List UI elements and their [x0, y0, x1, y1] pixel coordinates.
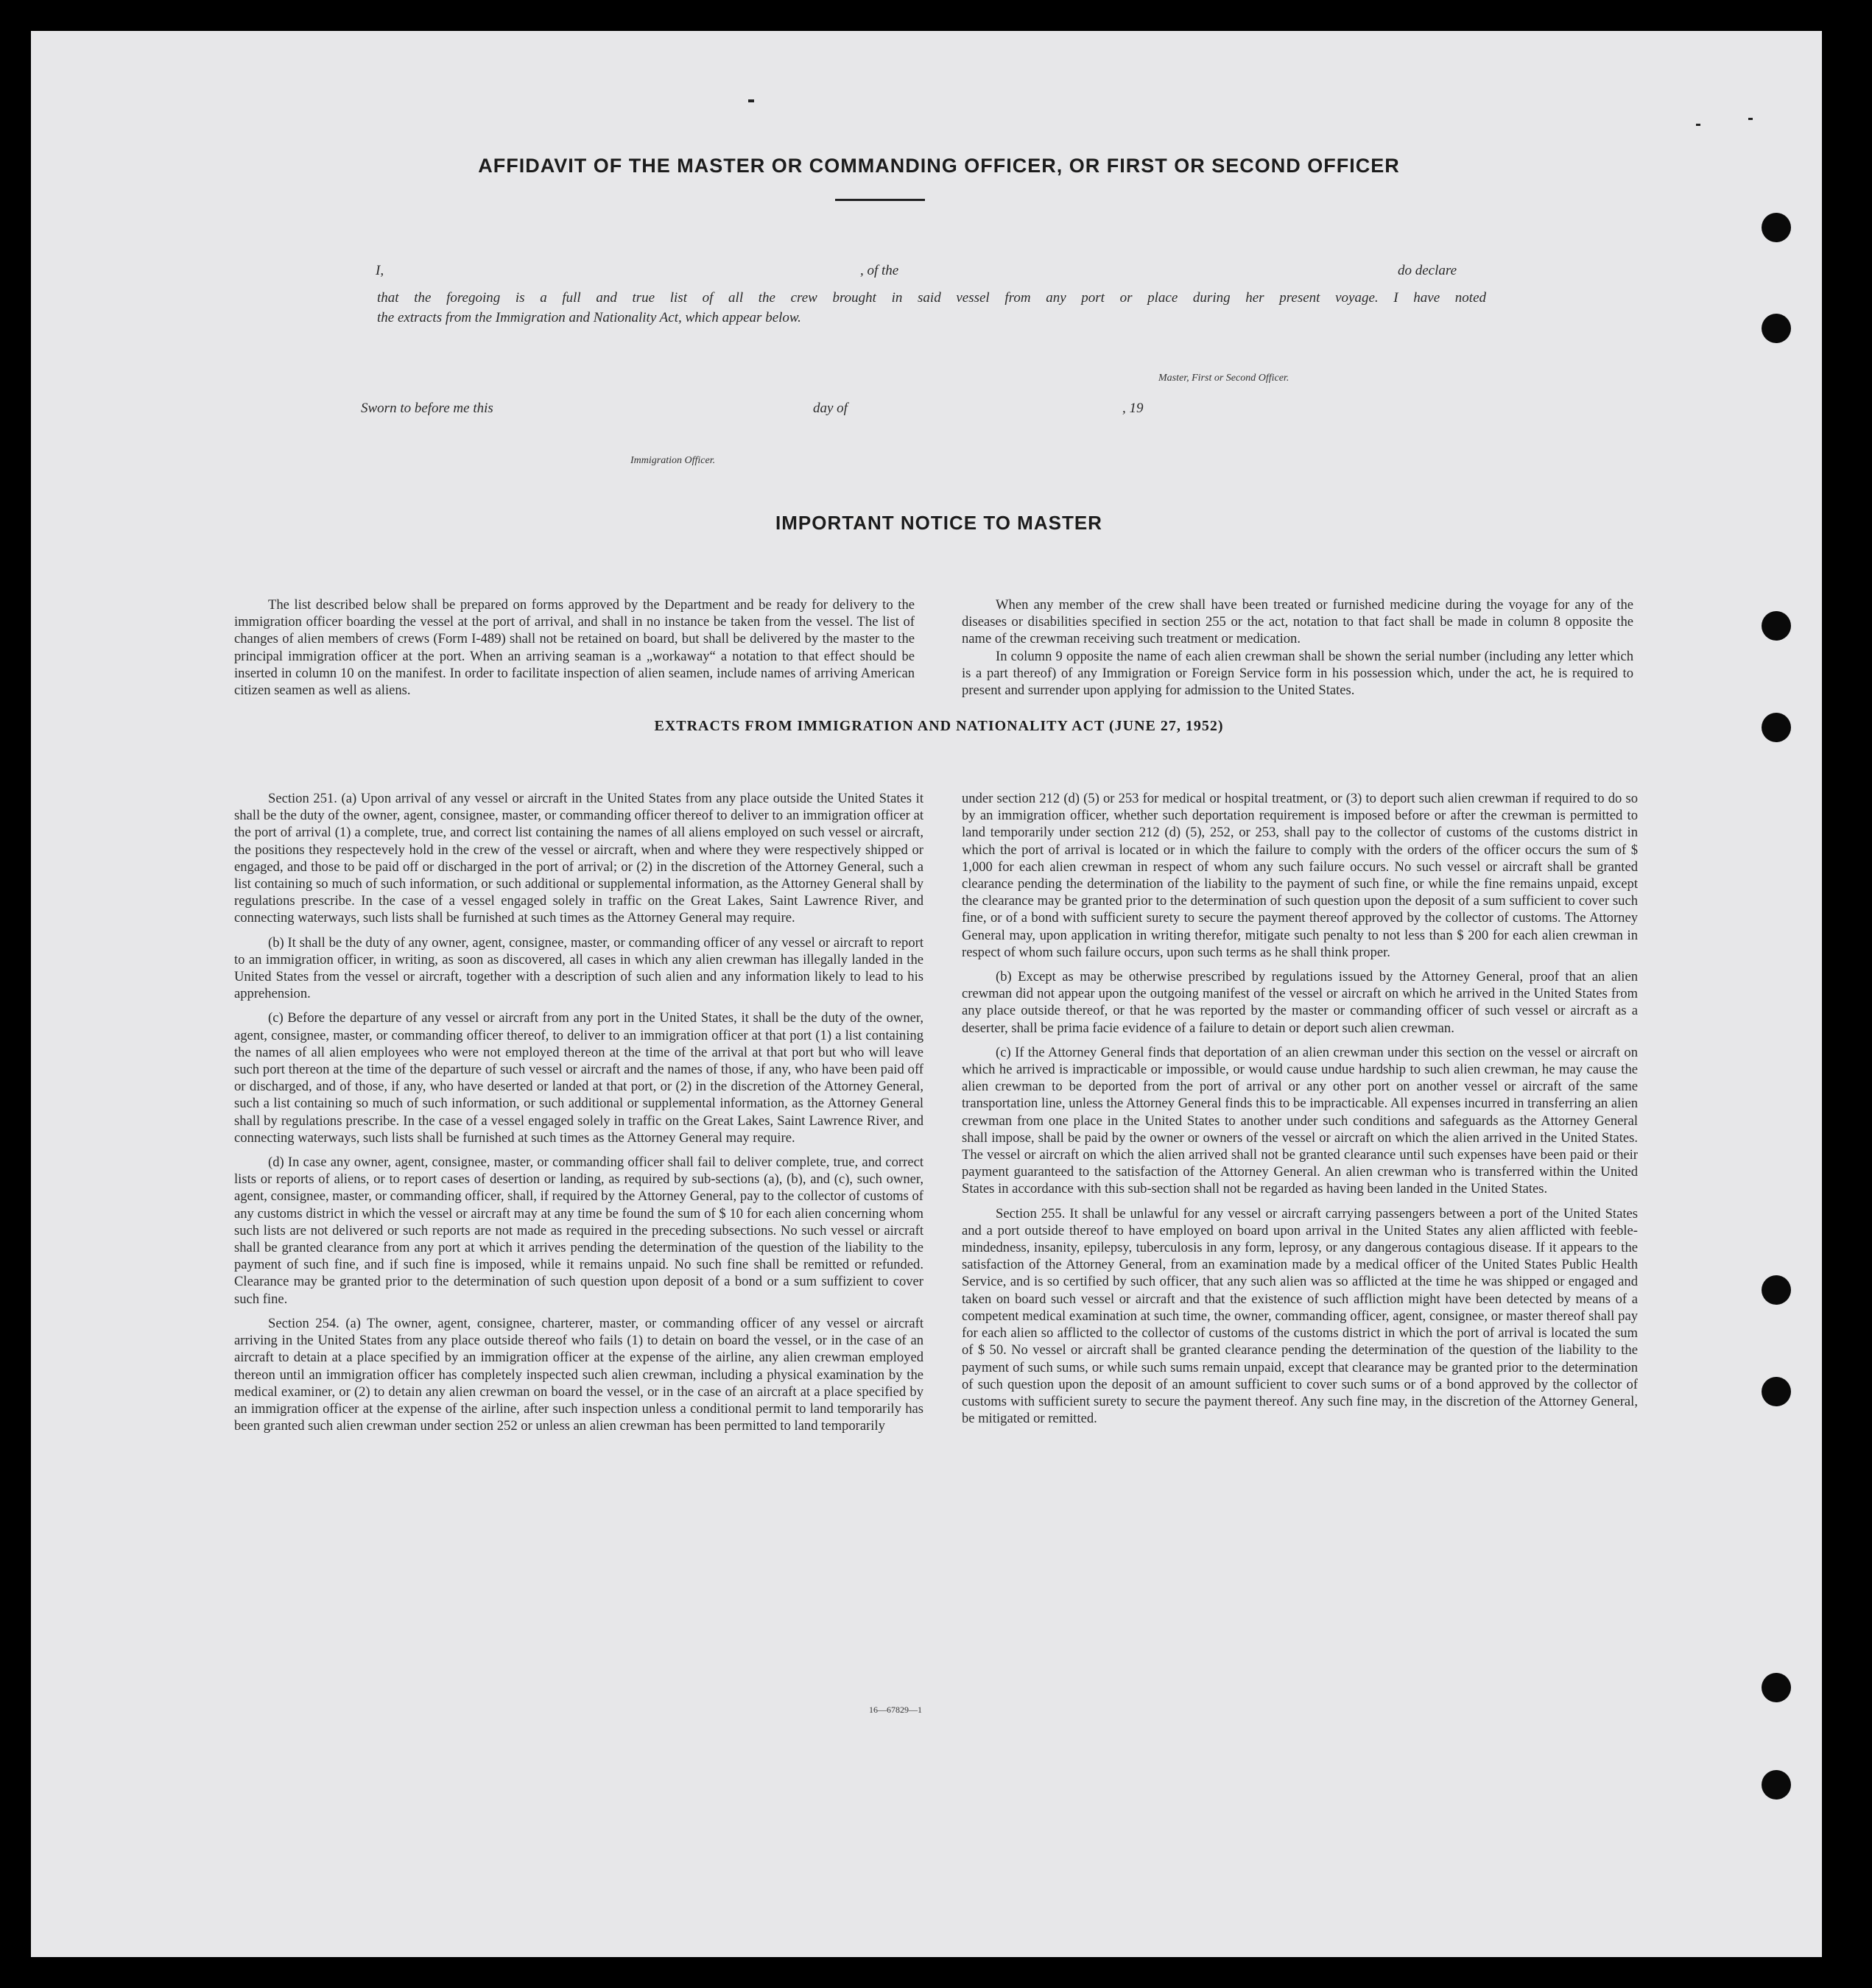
statute-paragraph: Section 255. It shall be unlawful for any vessel or aircraft carrying passengers between a port of the United States and a port outside thereof to have employed on board upon arrival in the United States any alien afflicted with feeble-mindedness, insanity, epilepsy, tuberculosis in any form, leprosy, or any dangerous contagious disease. If it appears to the satisfaction of the Attorney General, from an examination made by a medical officer of the United States Public Health Service, and is so certified by such officer, that any such alien was so afflicted at the time he was shipped or engaged and taken on board such vessel or aircraft and that the existence of such affliction might have been detected by means of a competent medical examination at such time, the owner, commanding officer, agent, consignee, or master thereof shall pay for each alien so afflicted to the collector of customs of the customs district in which the port of arrival is located the sum of $ 50. No vessel or aircraft shall be granted clearance pending the determination of the question of the liability to the payment of such sums, or while such sums remain unpaid, except that clearance may be granted prior to the determination of such question upon the deposit of an amount sufficient to cover such sums or of a bond approved by the collector of customs with sufficient surety to secure the payment thereof. Any such fine may, in the discretion of the Attorney General, be mitigated or remitted.	[962, 1205, 1638, 1427]
declaration-statement-line-2: the extracts from the Immigration and Nationality Act, which appear below.	[377, 310, 801, 325]
scan-speck	[1696, 124, 1700, 126]
notice-left-column	[234, 596, 915, 699]
punch-hole-6	[1762, 1377, 1791, 1406]
statute-paragraph: under section 212 (d) (5) or 253 for medical or hospital treatment, or (3) to deport such alien crewman if required to do so by an immigration officer, whether such deportation requirement is imposed before or after the crewman is permitted to land temporarily under section 212 (d) (5), 252, or 253, shall pay to the collector of customs of the customs district in which the port of arrival is located or in which the failure to comply with the orders of the officer occurs the sum of $ 1,000 for each alien crewman in respect of whom any such failure occurs. No such vessel or aircraft shall be granted clearance pending the determination of the liability to the payment of such fine, or while the fine remains unpaid, except the clearance may be granted prior to the determination of such question upon the deposit of a sum sufficient to cover such fine, or of a bond with sufficient surety to secure the payment thereof approved by the collector of customs. The Attorney General may, upon application in writing therefor, mitigate such penalty to not less than $ 200 for each alien crewman in respect of whom such failure occurs, upon such terms as he shall think proper.	[962, 791, 1638, 960]
punch-hole-7	[1762, 1673, 1791, 1702]
notice-title: IMPORTANT NOTICE TO MASTER	[775, 512, 1102, 534]
notice-paragraph: The list described below shall be prepared on forms approved by the Department and be ready for delivery to the immigration officer boarding the vessel at the port of arrival, and shall in no instance be taken from the vessel. The list of changes of alien members of crews (Form I-489) shall not be retained on board, but shall be delivered by the master to the principal immigration officer at the port. When an arriving seaman is a „workaway“ a notation to that effect should be inserted in column 10 on the manifest. In order to facilitate inspection of alien seamen, include names of arriving American citizen seamen as well as aliens.	[234, 597, 915, 699]
statute-paragraph: (b) Except as may be otherwise prescribed by regulations issued by the Attorney General, proof that an alien crewman did not appear upon the outgoing manifest of the vessel or aircraft on which he arrived in the United States from any place outside thereof, or that he was reported by the master or commanding officer of such vessel or aircraft as a deserter, shall be prima facie evidence of a failure to detain or deport such alien crewman.	[962, 969, 1638, 1036]
scan-speck	[748, 99, 754, 102]
affidavit-title: AFFIDAVIT OF THE MASTER OR COMMANDING OFFICER, OR FIRST OR SECOND OFFICER	[478, 155, 1400, 177]
title-divider	[835, 199, 925, 201]
notice-paragraph: When any member of the crew shall have been treated or furnished medicine during the voyage for any of the diseases or disabilities specified in section 255 or the act, notation to that fact shall be made in column 8 opposite the name of the crewman receiving such treatment or medication.	[962, 597, 1633, 647]
vessel-label: , of the	[860, 263, 899, 278]
notice-paragraph: In column 9 opposite the name of each alien crewman shall be shown the serial number (including any letter which is a part thereof) of any Immigration or Foreign Service form in his possession which, under the act, he is required to present and surrender upon applying for admission to the United States.	[962, 648, 1633, 699]
form-code: 16—67829—1	[869, 1705, 922, 1715]
statute-paragraph: (c) If the Attorney General finds that deportation of an alien crewman under this section on the vessel or aircraft on which he arrived is impracticable or impossible, or would cause undue hardship to such alien crewman, he may cause the alien crewman to be deported from the port of arrival or any other port on another vessel or aircraft of the same transportation line, unless the Attorney General finds this to be impracticable. All expenses incurred in transferring an alien crewman from one place in the United States to another under such conditions and safeguards as the Attorney General shall impose, shall be paid by the owner or owners of the vessel or aircraft on which the alien arrived in the United States. The vessel or aircraft on which the alien arrived shall not be granted clearance until such expenses have been paid or their payment guaranteed to the satisfaction of the Attorney General. An alien crewman who is transferred within the United States in accordance with this sub-section shall not be regarded as having been landed in the United States.	[962, 1044, 1638, 1197]
extracts-right-column	[962, 790, 1638, 1427]
statute-paragraph: (b) It shall be the duty of any owner, agent, consignee, master, or commanding officer of any vessel or aircraft to report to an immigration officer, in writing, as soon as discovered, all cases in which any alien crewman has illegally landed in the United States from the vessel or aircraft, together with a description of such alien and any information likely to lead to his apprehension.	[234, 934, 923, 1002]
notice-right-column	[962, 596, 1633, 699]
statute-paragraph: Section 254. (a) The owner, agent, consignee, charterer, master, or commanding officer of any vessel or aircraft arriving in the United States from any place outside thereof who fails (1) to detain on board the vessel, or in the case of an aircraft to detain at a place specified by an immigration officer at the expense of the airline, any alien crewman employed thereon until an immigration officer has completely inspected such alien crewman, including a physical examination by the medical examiner, or (2) to detain any alien crewman on board the vessel, or in the case of an aircraft at a place specified by an immigration officer at the expense of the airline, after such inspection unless a conditional permit to land temporarily has been granted such alien crewman under section 252 or unless an alien crewman has been permitted to land temporarily	[234, 1315, 923, 1434]
declarant-label: I,	[376, 263, 384, 278]
sworn-label: Sworn to before me this	[361, 401, 493, 416]
declaration-statement-line-1: that the foregoing is a full and true list of all the crew brought in said vessel from any port or place during her present voyage. I have noted	[377, 290, 1486, 306]
declare-label: do declare	[1398, 263, 1457, 278]
scan-speck	[1748, 118, 1753, 120]
punch-hole-4	[1762, 713, 1791, 742]
day-of-label: day of	[813, 401, 848, 416]
punch-hole-3	[1762, 611, 1791, 641]
extracts-title: EXTRACTS FROM IMMIGRATION AND NATIONALITY ACT (JUNE 27, 1952)	[654, 718, 1224, 734]
statute-paragraph: (c) Before the departure of any vessel or aircraft from any port in the United States, it shall be the duty of the owner, agent, consignee, master, or commanding officer thereof, to deliver to an immigration officer at that port (1) a list containing the names of all alien employees who were not employed thereon at the time of the arrival at that port but who will leave such port thereon at the time of the departure of such vessel or aircraft and the names of those, if any, who have been paid off or discharged, and of those, if any, who have deserted or landed at that port, or (2) in the discretion of the Attorney General, such a list containing so much of such information, or such additional or supplemental information, as the Attorney General shall by regulations prescribe. In the case of a vessel engaged solely in traffic on the Great Lakes, Saint Lawrence River, and connecting waterways, such lists shall be furnished at such times as the Attorney General may require.	[234, 1010, 923, 1146]
year-label: , 19	[1122, 401, 1144, 416]
punch-hole-2	[1762, 314, 1791, 343]
master-signature-caption: Master, First or Second Officer.	[1158, 373, 1289, 384]
punch-hole-1	[1762, 213, 1791, 242]
immigration-officer-caption: Immigration Officer.	[630, 455, 716, 466]
extracts-left-column	[234, 790, 923, 1434]
statute-paragraph: (d) In case any owner, agent, consignee, master, or commanding officer shall fail to deliver complete, true, and correct lists or reports of aliens, or to report cases of desertion or landing, as required by sub-sections (a), (b), and (c), such owner, agent, consignee, master, or commanding officer, shall, if required by the Attorney General, pay to the collector of customs of any customs district in which the vessel or aircraft may at any time be found the sum of $ 10 for each alien concerning whom such lists are not delivered or such reports are not made as required in the preceding subsections. No such vessel or aircraft shall be granted clearance from any port at which it arrives pending the determination of the question of the liability to the payment of such fine, and if such fine is imposed, while it remains unpaid. No such fine shall be remitted or refunded. Clearance may be granted prior to the determination of such question upon deposit of a bond or a sum suffizient to cover such fine.	[234, 1155, 923, 1307]
statute-paragraph: Section 251. (a) Upon arrival of any vessel or aircraft in the United States from any place outside the United States it shall be the duty of the owner, agent, consignee, master, or commanding officer thereof to deliver to an immigration officer at the port of arrival (1) a complete, true, and correct list containing the names of all aliens employed on such vessel or aircraft, the positions they respectevely hold in the crew of the vessel or aircraft, when and where they were respectively shipped or engaged, and those to be paid off or discharged in the port of arrival; or (2) in the discretion of the Attorney General, such a list containing so much of such information, or such additional or supplemental information, as the Attorney General shall by regulations prescribe. In the case of a vessel engaged solely in traffic on the Great Lakes, Saint Lawrence River, and connecting waterways, such lists shall be furnished at such times as the Attorney General may require.	[234, 791, 923, 926]
punch-hole-8	[1762, 1770, 1791, 1800]
punch-hole-5	[1762, 1275, 1791, 1305]
